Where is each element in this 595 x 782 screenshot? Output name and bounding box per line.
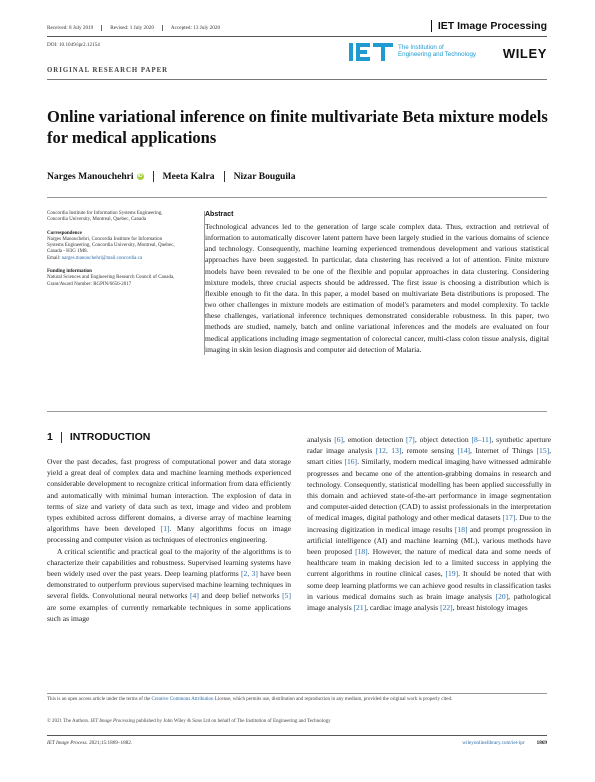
affiliation: Concordia Institute for Information Systems Engineering, Concordia University, Montreal, Quebec, Canada bbox=[47, 211, 163, 223]
license-text: This is an open access article under the terms of the bbox=[47, 697, 152, 702]
journal-url-link[interactable]: wileyonlinelibrary.com/iet-ipr bbox=[462, 740, 525, 746]
author-name[interactable]: Meeta Kalra bbox=[162, 171, 215, 182]
paper-title: Online variational inference on finite multivariate Beta mixture models for medical applications bbox=[47, 107, 548, 147]
text-run: , emotion detection bbox=[343, 435, 406, 444]
text-run: have been demonstrated to outperform previous supervised machine learning techniques in several fields. Convolutional neural networks bbox=[47, 569, 291, 601]
doi: DOI: 10.1049/ipr2.12154 bbox=[47, 42, 100, 48]
revised-date: Revised: 1 July 2020 bbox=[101, 25, 162, 31]
section-title: INTRODUCTION bbox=[69, 431, 151, 443]
intro-paragraph-1 bbox=[47, 456, 291, 546]
text-run: , remote sensing bbox=[401, 446, 458, 456]
author-name[interactable]: Narges Manouchehri bbox=[47, 171, 134, 182]
citation-link[interactable]: [18] bbox=[355, 547, 368, 557]
text-run: , smart cities bbox=[307, 446, 552, 467]
citation-link[interactable]: [6] bbox=[334, 435, 344, 444]
citation-link[interactable]: [19] bbox=[445, 569, 459, 579]
intro-paragraph-2 bbox=[47, 546, 291, 624]
type-divider bbox=[47, 79, 547, 80]
citation-link[interactable]: [18] bbox=[454, 524, 468, 534]
citation-line bbox=[47, 740, 132, 746]
intro-paragraph-continued bbox=[307, 434, 551, 613]
bottom-divider bbox=[47, 735, 547, 736]
abstract-divider bbox=[47, 411, 547, 412]
email-link[interactable]: narges.manouchehri@mail.concordia.ca bbox=[61, 255, 143, 261]
abstract bbox=[204, 211, 549, 355]
citation-link[interactable]: [17] bbox=[502, 513, 516, 523]
iet-logo-icon bbox=[349, 41, 395, 63]
text-run: , breast histology images bbox=[452, 603, 528, 613]
text-run: analysis bbox=[307, 435, 335, 444]
section-heading bbox=[47, 431, 150, 443]
received-date: Received: 8 July 2019 bbox=[47, 25, 94, 31]
wiley-logo: WILEY bbox=[502, 46, 547, 61]
copyright-text: published by John Wiley & Sons Ltd on behalf of The Institution of Engineering and Technology bbox=[135, 719, 331, 724]
orcid-icon[interactable]: iD bbox=[137, 173, 143, 179]
accepted-date: Accepted: 13 July 2020 bbox=[162, 25, 228, 31]
text-run: and prompt progression in artificial intelligence (AI) and machine learning (ML), various methods have been proposed bbox=[307, 524, 552, 557]
citation-link[interactable]: [21] bbox=[353, 603, 367, 613]
text-run: . It should be noted that with some deep learning platforms we can achieve good results in classification tasks in various medical domains such as brain image analysis bbox=[307, 569, 551, 601]
citation-link[interactable]: [22] bbox=[440, 603, 453, 613]
license-text: License, which permits use, distribution and reproduction in any medium, provided the original work is properly cited. bbox=[213, 697, 453, 702]
text-run: . Due to the increasing digitization in medical image results bbox=[307, 513, 551, 534]
publisher-line-2: Engineering and Technology bbox=[398, 51, 476, 58]
text-run: , object detection bbox=[414, 435, 472, 444]
text-run: . Many algorithms focus on image processing and computer vision as techniques of electronics engineering. bbox=[47, 524, 291, 545]
author-separator bbox=[224, 171, 225, 182]
citation-link[interactable]: [20] bbox=[495, 591, 509, 601]
citation-link[interactable]: [8–11] bbox=[471, 435, 492, 444]
publisher-line-1: The Institution of bbox=[398, 44, 444, 51]
citation-link[interactable]: [14] bbox=[457, 446, 470, 456]
publisher-name bbox=[398, 44, 476, 58]
section-heading-bar bbox=[61, 432, 62, 443]
text-run: and deep belief networks bbox=[198, 591, 283, 601]
citation-journal: IET Image Process. bbox=[47, 740, 88, 746]
copyright-notice bbox=[47, 719, 548, 724]
funding-heading: Funding information bbox=[47, 269, 92, 275]
text-run: are some examples of currently remarkable techniques in some applications such as image bbox=[47, 602, 291, 623]
license-link[interactable]: Creative Commons Attribution bbox=[151, 697, 214, 702]
citation-link[interactable]: [5] bbox=[282, 591, 291, 601]
license-notice bbox=[47, 697, 548, 704]
page-number: 1869 bbox=[536, 740, 547, 746]
article-dates bbox=[47, 25, 228, 31]
section-number: 1 bbox=[47, 431, 53, 443]
header-divider bbox=[47, 36, 547, 37]
text-run: , pathological image analysis bbox=[307, 591, 551, 613]
citation-link[interactable]: [7] bbox=[406, 435, 415, 444]
left-column bbox=[47, 456, 291, 624]
citation-link[interactable]: [1] bbox=[160, 524, 170, 534]
copyright-journal: IET Image Processing bbox=[90, 719, 136, 724]
email-label: Email: bbox=[47, 255, 61, 261]
author-list bbox=[47, 171, 296, 182]
text-run: . Similarly, modern medical imaging have witnessed admirable progresses and became one of the attention-grabbing domains in research and technology. Consequently, statistical modelling has been applied successfully in this domain and achieved state-of-the-art performance in image segmentation and computer-aided detection (CAD) to assist professionals in the interpretation of medical images, digital pathology and other medical datasets bbox=[307, 457, 552, 523]
correspondence-heading: Correspondence bbox=[47, 230, 82, 236]
citation-link[interactable]: [16] bbox=[344, 457, 358, 467]
funding-text: Natural Sciences and Engineering Research Council of Canada, Grant/Award Number: RGPIN/6656-2017 bbox=[47, 275, 175, 287]
text-run: , Internet of Things bbox=[469, 446, 537, 456]
citation-link[interactable]: [15] bbox=[536, 446, 550, 456]
email-line bbox=[47, 256, 175, 262]
text-run: , synthetic aperture radar image analysis bbox=[307, 435, 551, 456]
citation-details: 2021;15:1869–1882. bbox=[87, 740, 133, 746]
journal-name: IET Image Processing bbox=[431, 20, 547, 32]
correspondence-text: Narges Manouchehri, Concordia Institute for Information Systems Engineering, Concordia University, Montreal, Quebec, Canada - H3G 1M8. bbox=[47, 236, 175, 255]
citation-link[interactable]: [12, 13] bbox=[375, 446, 402, 456]
authors-divider bbox=[47, 197, 547, 198]
author-separator bbox=[153, 171, 154, 182]
right-column bbox=[307, 434, 551, 613]
paper-type: ORIGINAL RESEARCH PAPER bbox=[47, 67, 169, 74]
footer-divider bbox=[47, 693, 547, 694]
citation-link[interactable]: [2, 3] bbox=[241, 569, 258, 579]
author-name[interactable]: Nizar Bouguila bbox=[233, 171, 296, 182]
citation-link[interactable]: [4] bbox=[190, 591, 199, 601]
text-run: A critical scientific and practical goal to the majority of the algorithms is to characterize their capabilities and robustness. Supervised learning systems have been widely used over the past years. Deep learning platforms bbox=[47, 546, 291, 579]
text-run: Over the past decades, fast progress of computational power and data storage yield a great deal of complex data and machine learning methods experienced considerable development to recognize critical information from data efficiently and automatically with minimal human interaction. The explosion of data in terms of size and variety of data such as text, image and video and problem types exhibited across different domains, a diverse array of machine learning algorithms have been developed bbox=[47, 457, 291, 534]
text-run: . However, the nature of medical data and some needs of healthcare team in making decision led to a limited success in applying the current algorithms in routine clinical cases, bbox=[307, 547, 551, 579]
text-run: , cardiac image analysis bbox=[366, 603, 441, 613]
affiliation-sidebar bbox=[47, 211, 175, 288]
abstract-text: Technological advances led to the generation of large scale complex data. Thus, extraction and retrieval of information to automatically discover latent pattern have been largely studied in the various domains of science and technology. Consequently, machine learning experienced tremendous development and various statistical approaches have been suggested. In particular, data clustering has received a lot of attention. Finite mixture models have been revealed to be one of the flexible and popular approaches in data clustering. Considering mixture models, three crucial aspects should be addressed. The first issue is choosing a distribution which is flexible enough to fit the data. In this paper, a model based on multivariate Beta distributions is proposed. The two other challenges in mixture models are estimation of model's parameters and model complexity. To tackle these challenges, variational inference techniques demonstrated considerable robustness. In this paper, two methods are studied, namely, batch and online variational inferences and the models are evaluated on four medical applications including image segmentation of colorectal cancer, multi-class colon tissue analysis, digital imaging in skin lesion diagnosis and computer aid detection of Malaria. bbox=[205, 222, 549, 354]
copyright-text: © 2021 The Authors. bbox=[47, 719, 91, 724]
footer-right bbox=[462, 740, 547, 746]
abstract-label: Abstract bbox=[205, 211, 234, 218]
